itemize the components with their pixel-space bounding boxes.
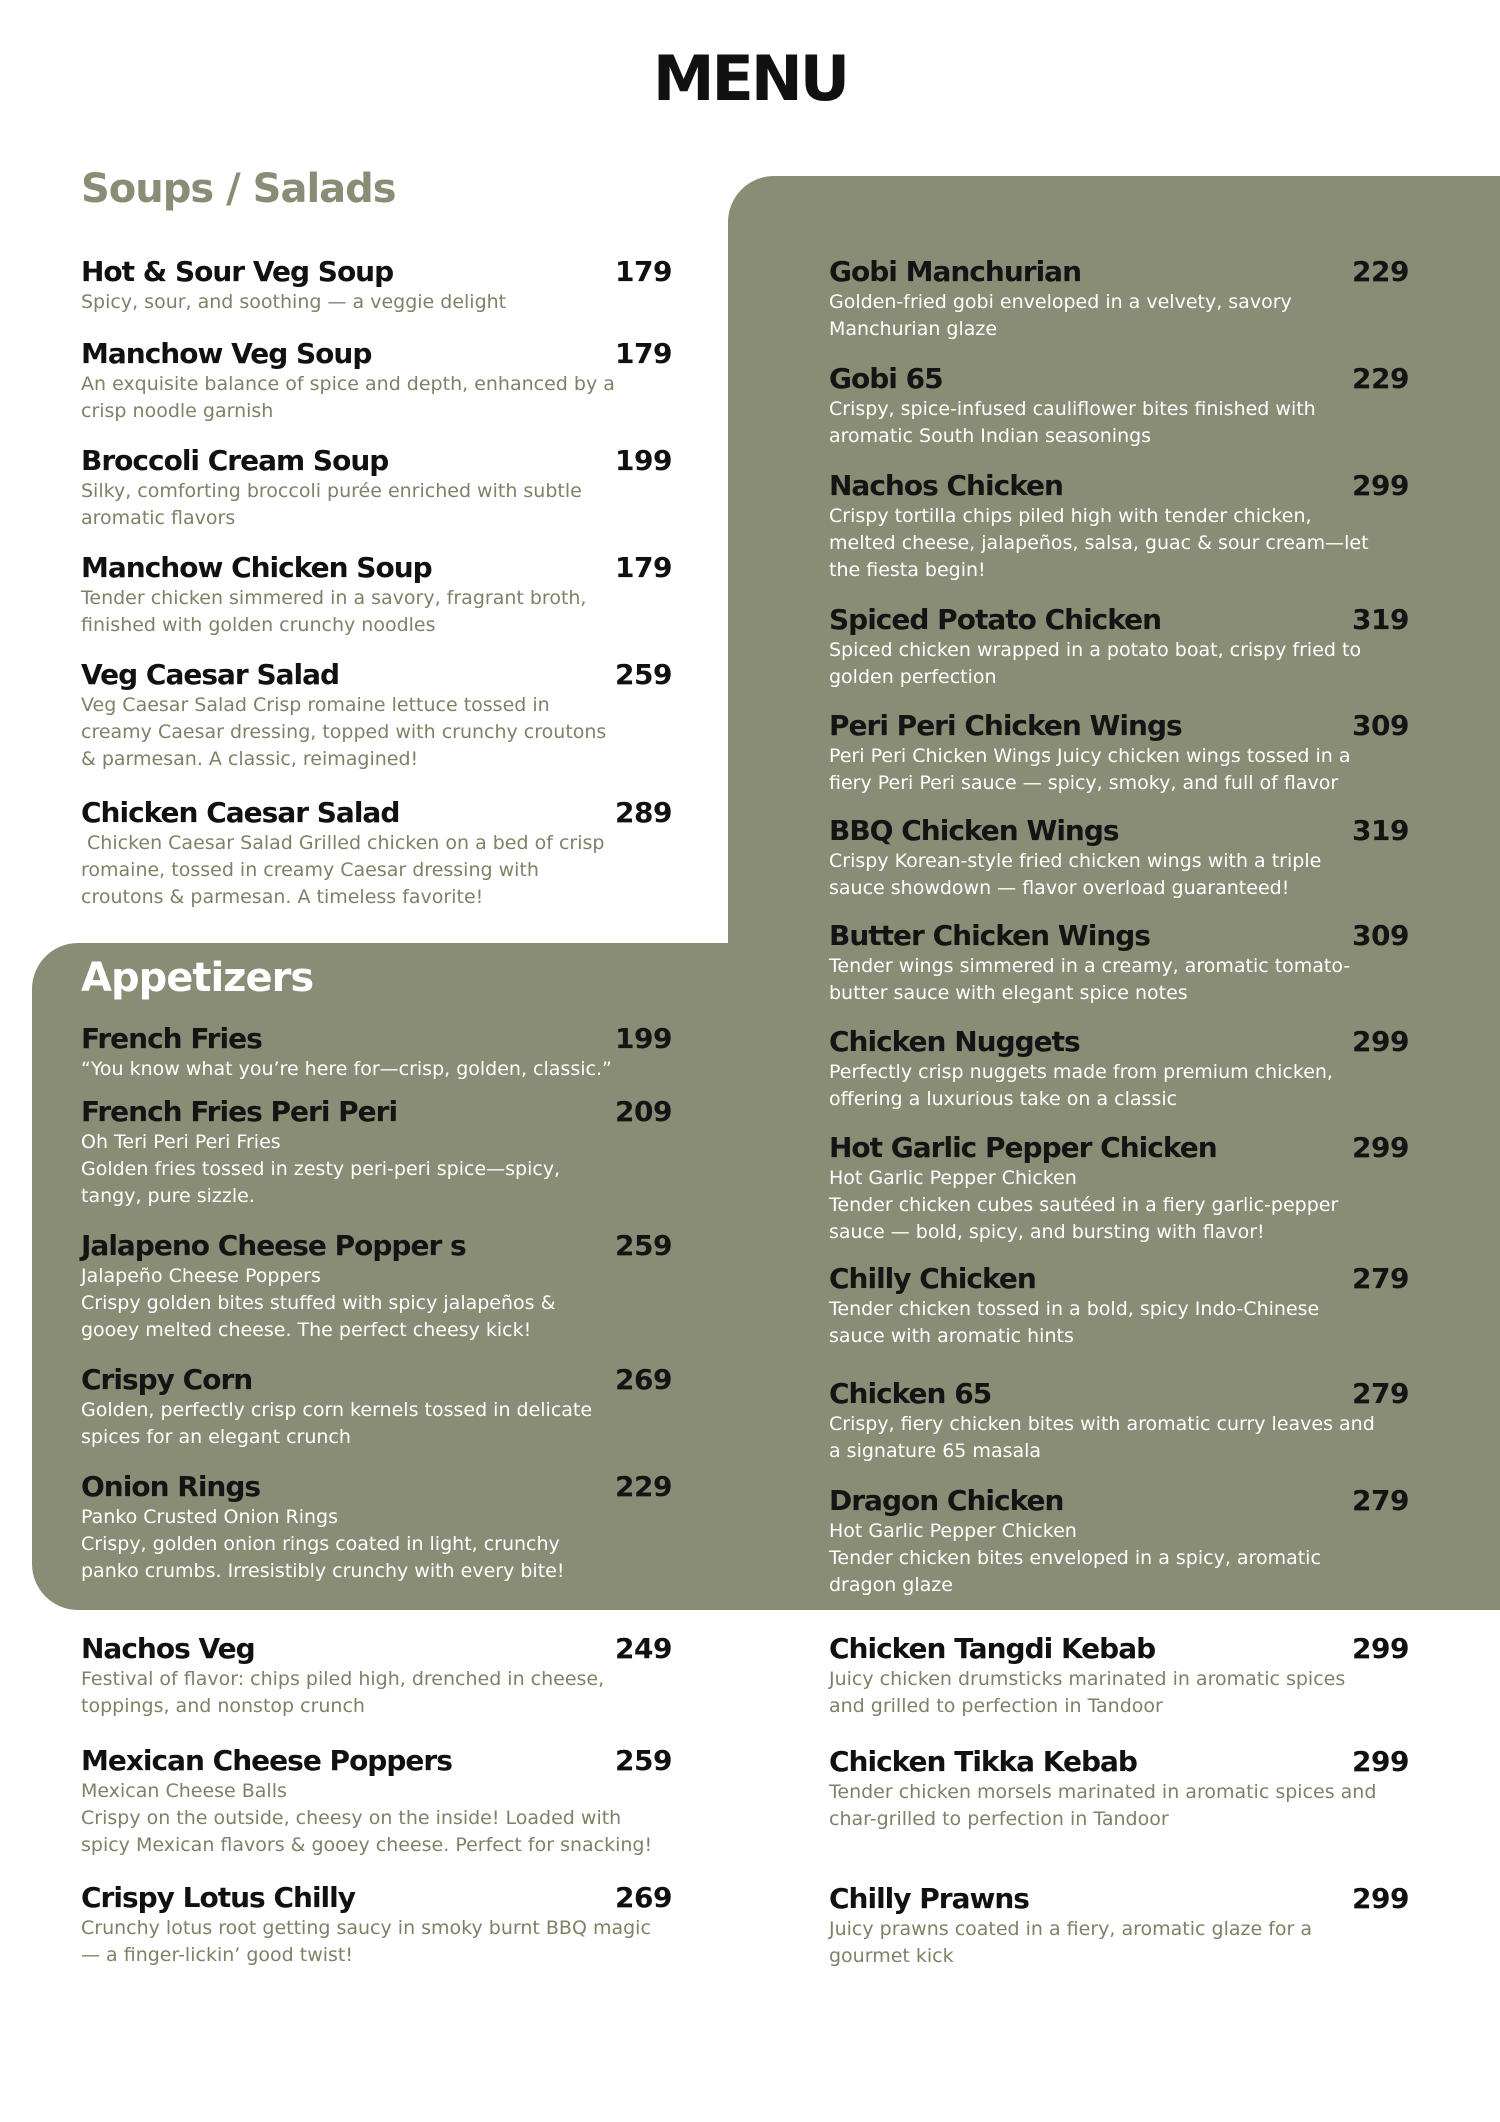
menu-item-name: Nachos Chicken xyxy=(829,469,1063,502)
menu-item-description-line: Panko Crusted Onion Rings xyxy=(81,1506,339,1528)
menu-item-price: 299 xyxy=(1352,1025,1409,1058)
menu-item-description-line: “You know what you’re here for—crisp, golden, classic.” xyxy=(81,1058,612,1080)
menu-item-description-line: fiery Peri Peri sauce — spicy, smoky, and full of flavor xyxy=(829,772,1339,794)
menu-item-price: 309 xyxy=(1352,919,1409,952)
menu-item-description-line: aromatic flavors xyxy=(81,507,236,529)
menu-item-description-line: char-grilled to perfection in Tandoor xyxy=(829,1808,1169,1830)
menu-item-description-line: finished with golden crunchy noodles xyxy=(81,614,436,636)
menu-item-description-line: Spicy, sour, and soothing — a veggie delight xyxy=(81,291,507,313)
menu-item-price: 259 xyxy=(615,1229,672,1262)
menu-item xyxy=(81,1744,672,1859)
menu-item xyxy=(81,1022,672,1083)
menu-item-price: 299 xyxy=(1352,1632,1409,1665)
menu-item-description-line: Crispy, golden onion rings coated in light, crunchy xyxy=(81,1533,560,1555)
menu-item xyxy=(829,1484,1409,1599)
menu-item-description-line: Crispy, spice-infused cauliflower bites finished with xyxy=(829,398,1316,420)
menu-item xyxy=(829,1377,1409,1465)
menu-item-price: 199 xyxy=(615,1022,672,1055)
menu-item-description-line: golden perfection xyxy=(829,666,997,688)
menu-item xyxy=(829,1632,1409,1720)
menu-item-name: Manchow Chicken Soup xyxy=(81,551,432,584)
menu-item-description-line: Hot Garlic Pepper Chicken xyxy=(829,1520,1077,1542)
menu-item-description-line: Tender chicken simmered in a savory, fragrant broth, xyxy=(81,587,587,609)
menu-item xyxy=(81,796,672,911)
menu-item-price: 199 xyxy=(615,444,672,477)
menu-item-name: Butter Chicken Wings xyxy=(829,919,1150,952)
menu-item xyxy=(829,469,1409,584)
menu-item xyxy=(829,709,1409,797)
menu-item xyxy=(81,1632,672,1720)
menu-item-description-line: sauce with aromatic hints xyxy=(829,1325,1074,1347)
menu-item-description-line: Juicy chicken drumsticks marinated in aromatic spices xyxy=(829,1668,1346,1690)
menu-item-price: 269 xyxy=(615,1881,672,1914)
menu-item xyxy=(81,1881,672,1969)
menu-item-price: 209 xyxy=(615,1095,672,1128)
menu-item xyxy=(829,1262,1409,1350)
menu-item-description-line: romaine, tossed in creamy Caesar dressing with xyxy=(81,859,539,881)
menu-item-name: Chicken 65 xyxy=(829,1377,992,1410)
menu-item-description-line: gooey melted cheese. The perfect cheesy kick! xyxy=(81,1319,532,1341)
menu-item-description-line: dragon glaze xyxy=(829,1574,953,1596)
menu-item-description-line: tangy, pure sizzle. xyxy=(81,1185,255,1207)
menu-item-description-line: Tender chicken cubes sautéed in a fiery garlic-pepper xyxy=(829,1194,1339,1216)
menu-item-description-line: melted cheese, jalapeños, salsa, guac & sour cream—let xyxy=(829,532,1369,554)
menu-item-description-line: Golden fries tossed in zesty peri-peri spice—spicy, xyxy=(81,1158,561,1180)
menu-item-description-line: Spiced chicken wrapped in a potato boat, crispy fried to xyxy=(829,639,1362,661)
menu-item-name: Gobi 65 xyxy=(829,362,943,395)
menu-item-description-line: Hot Garlic Pepper Chicken xyxy=(829,1167,1077,1189)
menu-item-description-line: Jalapeño Cheese Poppers xyxy=(81,1265,321,1287)
menu-item-price: 299 xyxy=(1352,469,1409,502)
menu-item-name: Nachos Veg xyxy=(81,1632,255,1665)
menu-item-description-line: crisp noodle garnish xyxy=(81,400,274,422)
menu-item-description-line: creamy Caesar dressing, topped with crunchy croutons xyxy=(81,721,607,743)
menu-item-description-line: the fiesta begin! xyxy=(829,559,986,581)
menu-item-name: French Fries Peri Peri xyxy=(81,1095,398,1128)
menu-title: MENU xyxy=(652,42,848,115)
menu-item-description-line: Tender chicken bites enveloped in a spicy, aromatic xyxy=(829,1547,1321,1569)
menu-item-description-line: Festival of flavor: chips piled high, drenched in cheese, xyxy=(81,1668,605,1690)
menu-item xyxy=(829,255,1409,343)
menu-item-description-line: spicy Mexican flavors & gooey cheese. Perfect for snacking! xyxy=(81,1834,653,1856)
menu-item-name: Chilly Prawns xyxy=(829,1882,1029,1915)
menu-item-price: 259 xyxy=(615,658,672,691)
menu-item-name: Veg Caesar Salad xyxy=(81,658,340,691)
menu-item-name: Chicken Tikka Kebab xyxy=(829,1745,1137,1778)
menu-item-description-line: Golden-fried gobi enveloped in a velvety, savory xyxy=(829,291,1292,313)
menu-item-description-line: Crispy golden bites stuffed with spicy jalapeños & xyxy=(81,1292,556,1314)
menu-item-description-line: Crispy Korean-style fried chicken wings with a triple xyxy=(829,850,1322,872)
menu-item-name: Dragon Chicken xyxy=(829,1484,1064,1517)
menu-item-description-line: spices for an elegant crunch xyxy=(81,1426,351,1448)
menu-item-price: 179 xyxy=(615,337,672,370)
soups-salads-heading: Soups / Salads xyxy=(81,166,396,212)
menu-item-description-line: Crispy on the outside, cheesy on the inside! Loaded with xyxy=(81,1807,622,1829)
menu-item xyxy=(81,1470,672,1585)
menu-item-description-line: Chicken Caesar Salad Grilled chicken on a bed of crisp xyxy=(81,832,605,854)
menu-item-price: 279 xyxy=(1352,1484,1409,1517)
menu-item-description-line: Crispy, fiery chicken bites with aromatic curry leaves and xyxy=(829,1413,1375,1435)
menu-item-price: 319 xyxy=(1352,603,1409,636)
menu-item-name: Crispy Lotus Chilly xyxy=(81,1881,356,1914)
menu-item-price: 179 xyxy=(615,255,672,288)
menu-item-price: 179 xyxy=(615,551,672,584)
menu-item-description-line: — a finger-lickin’ good twist! xyxy=(81,1944,353,1966)
menu-item-price: 299 xyxy=(1352,1131,1409,1164)
menu-item-name: Manchow Veg Soup xyxy=(81,337,372,370)
menu-item xyxy=(81,255,672,316)
menu-item-description-line: sauce — bold, spicy, and bursting with flavor! xyxy=(829,1221,1265,1243)
menu-item-name: French Fries xyxy=(81,1022,262,1055)
menu-item xyxy=(829,1131,1409,1246)
menu-item-description-line: sauce showdown — flavor overload guaranteed! xyxy=(829,877,1290,899)
menu-item xyxy=(829,603,1409,691)
menu-item-name: Chicken Caesar Salad xyxy=(81,796,400,829)
menu-item-description-line: croutons & parmesan. A timeless favorite! xyxy=(81,886,484,908)
menu-item-description-line: offering a luxurious take on a classic xyxy=(829,1088,1178,1110)
menu-item-description-line: gourmet kick xyxy=(829,1945,954,1967)
menu-item-description-line: Crispy tortilla chips piled high with tender chicken, xyxy=(829,505,1312,527)
menu-item-description-line: Mexican Cheese Balls xyxy=(81,1780,287,1802)
menu-item-description-line: Tender chicken morsels marinated in aromatic spices and xyxy=(829,1781,1377,1803)
menu-item xyxy=(81,658,672,773)
menu-item-price: 229 xyxy=(1352,255,1409,288)
menu-item xyxy=(81,551,672,639)
menu-item-description-line: Silky, comforting broccoli purée enriched with subtle xyxy=(81,480,582,502)
menu-item-description-line: Tender chicken tossed in a bold, spicy Indo-Chinese xyxy=(829,1298,1320,1320)
menu-item xyxy=(81,337,672,425)
menu-item xyxy=(829,814,1409,902)
menu-item-price: 279 xyxy=(1352,1377,1409,1410)
menu-item-name: Hot Garlic Pepper Chicken xyxy=(829,1131,1217,1164)
menu-item-description-line: and grilled to perfection in Tandoor xyxy=(829,1695,1163,1717)
menu-item-description-line: toppings, and nonstop crunch xyxy=(81,1695,365,1717)
menu-item-description-line: butter sauce with elegant spice notes xyxy=(829,982,1188,1004)
menu-item-price: 289 xyxy=(615,796,672,829)
menu-item xyxy=(829,1745,1409,1833)
appetizers-heading: Appetizers xyxy=(81,955,314,1001)
menu-item-price: 249 xyxy=(615,1632,672,1665)
menu-item-description-line: Golden, perfectly crisp corn kernels tossed in delicate xyxy=(81,1399,593,1421)
menu-item-price: 299 xyxy=(1352,1882,1409,1915)
menu-item-name: Gobi Manchurian xyxy=(829,255,1081,288)
menu-item-name: Crispy Corn xyxy=(81,1363,253,1396)
menu-item-price: 319 xyxy=(1352,814,1409,847)
menu-item xyxy=(81,444,672,532)
menu-item-price: 229 xyxy=(615,1470,672,1503)
menu-item-name: Hot & Sour Veg Soup xyxy=(81,255,394,288)
menu-item-description-line: Oh Teri Peri Peri Fries xyxy=(81,1131,281,1153)
menu-item-price: 269 xyxy=(615,1363,672,1396)
menu-item-name: Broccoli Cream Soup xyxy=(81,444,389,477)
menu-item xyxy=(829,1025,1409,1113)
menu-item-description-line: & parmesan. A classic, reimagined! xyxy=(81,748,419,770)
menu-item xyxy=(829,919,1409,1007)
menu-item-name: Peri Peri Chicken Wings xyxy=(829,709,1182,742)
menu-item xyxy=(829,362,1409,450)
menu-item-description-line: a signature 65 masala xyxy=(829,1440,1042,1462)
menu-item-price: 299 xyxy=(1352,1745,1409,1778)
menu-item xyxy=(81,1095,672,1210)
menu-item-price: 259 xyxy=(615,1744,672,1777)
menu-item-name: Chicken Tangdi Kebab xyxy=(829,1632,1156,1665)
menu-item-price: 309 xyxy=(1352,709,1409,742)
menu-item-price: 229 xyxy=(1352,362,1409,395)
menu-item-description-line: Tender wings simmered in a creamy, aromatic tomato- xyxy=(829,955,1351,977)
menu-item-name: Onion Rings xyxy=(81,1470,261,1503)
menu-item-price: 279 xyxy=(1352,1262,1409,1295)
menu-item-description-line: Veg Caesar Salad Crisp romaine lettuce tossed in xyxy=(81,694,550,716)
menu-item xyxy=(81,1229,672,1344)
menu-item-description-line: aromatic South Indian seasonings xyxy=(829,425,1152,447)
menu-item-name: Jalapeno Cheese Popper s xyxy=(81,1229,466,1262)
menu-item-name: Chicken Nuggets xyxy=(829,1025,1080,1058)
menu-item-name: Mexican Cheese Poppers xyxy=(81,1744,452,1777)
menu-item-description-line: Manchurian glaze xyxy=(829,318,998,340)
menu-item xyxy=(81,1363,672,1451)
menu-item xyxy=(829,1882,1409,1970)
menu-item-name: BBQ Chicken Wings xyxy=(829,814,1119,847)
menu-item-name: Chilly Chicken xyxy=(829,1262,1036,1295)
menu-item-name: Spiced Potato Chicken xyxy=(829,603,1162,636)
menu-item-description-line: Peri Peri Chicken Wings Juicy chicken wings tossed in a xyxy=(829,745,1351,767)
menu-item-description-line: Perfectly crisp nuggets made from premium chicken, xyxy=(829,1061,1333,1083)
menu-item-description-line: panko crumbs. Irresistibly crunchy with every bite! xyxy=(81,1560,565,1582)
menu-item-description-line: An exquisite balance of spice and depth, enhanced by a xyxy=(81,373,615,395)
menu-item-description-line: Crunchy lotus root getting saucy in smoky burnt BBQ magic xyxy=(81,1917,651,1939)
menu-item-description-line: Juicy prawns coated in a fiery, aromatic glaze for a xyxy=(829,1918,1312,1940)
